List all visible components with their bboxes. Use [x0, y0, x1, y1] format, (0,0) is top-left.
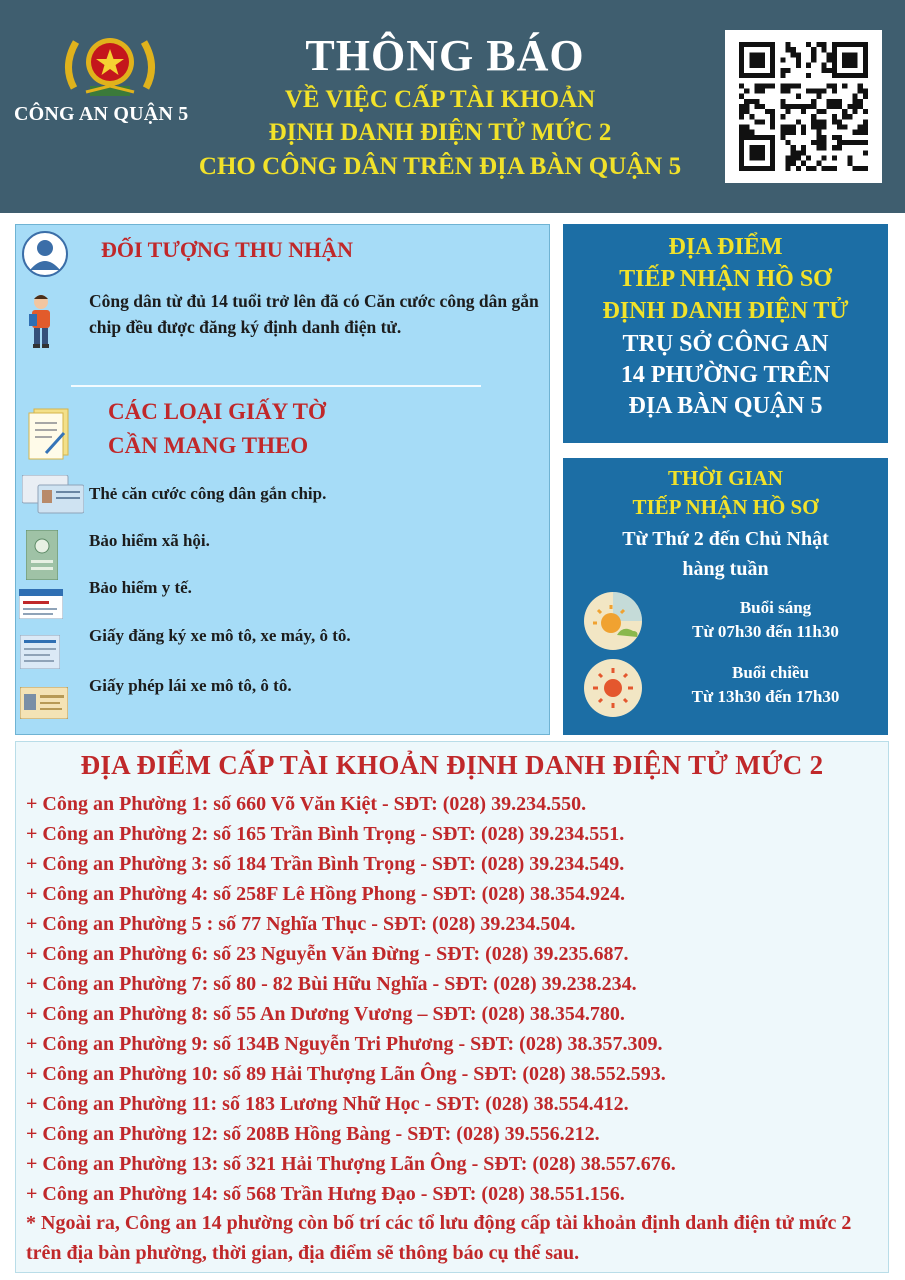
- id-card-icon: [22, 475, 84, 515]
- document-item: Giấy phép lái xe mô tô, ô tô.: [89, 676, 292, 695]
- subtitle-line: ĐỊNH DANH ĐIỆN TỬ MỨC 2: [268, 119, 612, 146]
- location-body-line: TRỤ SỞ CÔNG AN: [622, 331, 829, 357]
- list-item: + Công an Phường 8: số 55 An Dương Vương – SĐT: (028) 38.354.780.: [26, 1003, 625, 1025]
- list-item: + Công an Phường 11: số 183 Lương Nhữ Học - SĐT: (028) 38.554.412.: [26, 1093, 629, 1115]
- document-item: Giấy đăng ký xe mô tô, xe máy, ô tô.: [89, 626, 351, 645]
- document-icon: [26, 405, 74, 461]
- location-body-line: ĐỊA BÀN QUẬN 5: [628, 393, 823, 419]
- recipients-panel: [15, 224, 550, 735]
- page-title: THÔNG BÁO: [305, 31, 585, 80]
- list-item: + Công an Phường 1: số 660 Võ Văn Kiệt - SĐT: (028) 39.234.550.: [26, 793, 587, 815]
- list-item: + Công an Phường 13: số 321 Hải Thượng Lãn Ông - SĐT: (028) 38.557.676.: [26, 1153, 676, 1175]
- location-panel: [563, 224, 888, 443]
- student-icon: [28, 293, 54, 351]
- list-item: + Công an Phường 2: số 165 Trần Bình Trọng - SĐT: (028) 39.234.551.: [26, 823, 625, 845]
- list-item: + Công an Phường 7: số 80 - 82 Bùi Hữu Nghĩa - SĐT: (028) 39.238.234.: [26, 973, 637, 995]
- list-item: + Công an Phường 10: số 89 Hải Thượng Lãn Ông - SĐT: (028) 38.552.593.: [26, 1063, 666, 1085]
- afternoon-label: Buổi chiều: [732, 663, 809, 682]
- recipients-description: Công dân từ đủ 14 tuổi trở lên đã có Căn cước công dân gắn chip đều được đăng ký định danh điện tử.: [89, 291, 539, 337]
- footnote: * Ngoài ra, Công an 14 phường còn bố trí các tổ lưu động cấp tài khoản định danh điện tử mức 2 trên địa bàn phường, thời gian, địa điểm sẽ thông báo cụ thể sau.: [26, 1212, 852, 1264]
- subtitle-line: VỀ VIỆC CẤP TÀI KHOẢN: [284, 86, 596, 113]
- list-item: + Công an Phường 9: số 134B Nguyễn Tri Phương - SĐT: (028) 38.357.309.: [26, 1033, 663, 1055]
- police-emblem-icon: [60, 28, 160, 100]
- vehicle-registration-icon: [20, 635, 60, 669]
- document-item: Bảo hiểm y tế.: [89, 578, 192, 597]
- list-item: + Công an Phường 4: số 258F Lê Hồng Phong - SĐT: (028) 38.354.924.: [26, 883, 625, 905]
- health-insurance-card-icon: [19, 589, 63, 619]
- list-item: + Công an Phường 6: số 23 Nguyễn Văn Đừng - SĐT: (028) 39.235.687.: [26, 943, 629, 965]
- time-days-line: Từ Thứ 2 đến Chủ Nhật: [622, 528, 829, 550]
- locations-title: ĐỊA ĐIỂM CẤP TÀI KHOẢN ĐỊNH DANH ĐIỆN TỬ MỨC 2: [80, 750, 824, 780]
- location-heading-line: TIẾP NHẬN HỒ SƠ: [619, 266, 832, 292]
- location-heading-line: ĐỊA ĐIỂM: [668, 234, 783, 260]
- afternoon-hours: Từ 13h30 đến 17h30: [691, 687, 840, 706]
- list-item: + Công an Phường 5 : số 77 Nghĩa Thục - SĐT: (028) 39.234.504.: [26, 913, 576, 935]
- afternoon-sun-icon: [583, 658, 643, 718]
- locations-list: [26, 789, 676, 1209]
- location-body-line: 14 PHƯỜNG TRÊN: [620, 362, 831, 388]
- section-divider: [71, 385, 481, 387]
- list-item: + Công an Phường 12: số 208B Hồng Bàng - SĐT: (028) 39.556.212.: [26, 1123, 600, 1145]
- header-banner: [0, 0, 905, 213]
- driving-license-icon: [20, 687, 68, 719]
- org-name: CÔNG AN QUẬN 5: [14, 103, 189, 125]
- morning-sun-icon: [583, 591, 643, 651]
- list-item: + Công an Phường 14: số 568 Trần Hưng Đạo - SĐT: (028) 38.551.156.: [26, 1183, 625, 1205]
- subtitle-line: CHO CÔNG DÂN TRÊN ĐỊA BÀN QUẬN 5: [198, 153, 682, 180]
- time-days-line: hàng tuần: [682, 558, 769, 580]
- locations-section: [15, 741, 889, 1273]
- document-item: Bảo hiểm xã hội.: [89, 531, 210, 550]
- social-insurance-book-icon: [26, 530, 58, 580]
- documents-heading: [108, 395, 326, 463]
- time-panel: [563, 458, 888, 735]
- documents-heading-line: CÁC LOẠI GIẤY TỜ: [108, 399, 326, 424]
- qr-code-icon: [738, 42, 869, 171]
- list-item: + Công an Phường 3: số 184 Trần Bình Trọng - SĐT: (028) 39.234.549.: [26, 853, 625, 875]
- documents-heading-line: CẦN MANG THEO: [108, 433, 309, 458]
- morning-label: Buổi sáng: [739, 598, 812, 617]
- user-avatar-icon: [21, 230, 69, 278]
- qr-code[interactable]: [725, 30, 882, 183]
- morning-hours: Từ 07h30 đến 11h30: [692, 622, 839, 641]
- time-heading-line: THỜI GIAN: [668, 466, 783, 490]
- document-item: Thẻ căn cước công dân gắn chip.: [89, 484, 327, 503]
- recipients-heading: ĐỐI TƯỢNG THU NHẬN: [101, 237, 354, 262]
- time-heading-line: TIẾP NHẬN HỒ SƠ: [632, 495, 819, 519]
- location-heading-line: ĐỊNH DANH ĐIỆN TỬ: [602, 298, 849, 324]
